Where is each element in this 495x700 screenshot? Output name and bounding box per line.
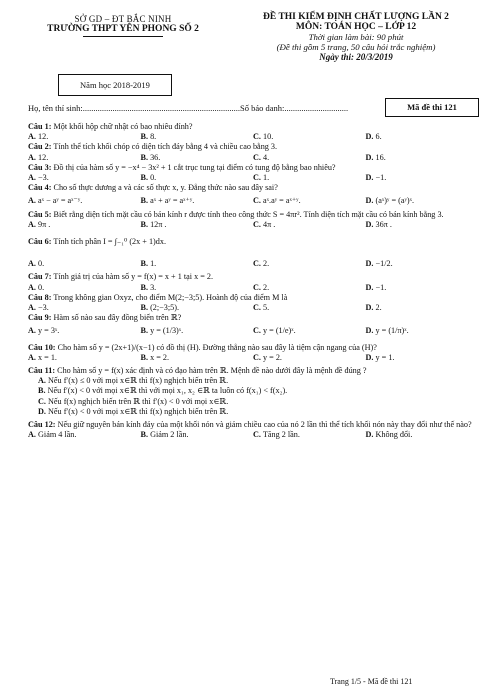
option-b[interactable]: B. aˣ + aʸ = aˣ⁺ʸ. <box>140 196 195 206</box>
answer-options <box>28 196 478 206</box>
question-text: Tính tích phân I = ∫₋₁⁰ (2x + 1)dx. <box>53 237 167 247</box>
option-b[interactable]: B. Giảm 2 lần. <box>140 430 189 440</box>
question-label: Câu 7: <box>28 272 52 282</box>
question-label: Câu 12: <box>28 420 56 430</box>
option-d[interactable]: D. Nếu f′(x) < 0 với mọi x∈ℝ thì f(x) nghịch biến trên ℝ. <box>38 406 229 416</box>
issuer-block <box>28 14 218 37</box>
answer-options <box>28 132 478 142</box>
option-b[interactable]: B. 0. <box>140 173 157 183</box>
option-c[interactable]: C. y = 2. <box>253 352 282 362</box>
answer-options <box>28 173 478 183</box>
page-footer: Trang 1/5 - Mã đề thi 121 <box>330 677 413 686</box>
subject: MÔN: TOÁN HỌC – LỚP 12 <box>295 22 417 32</box>
option-c[interactable]: C. 10. <box>253 132 274 142</box>
option-c[interactable]: C. y = (1/e)ˣ. <box>253 326 296 336</box>
option-b[interactable]: B. x = 2. <box>140 352 170 362</box>
question <box>28 122 478 132</box>
question-text: Cho hàm số y = f(x) xác định và có đạo hàm trên ℝ. Mệnh đề nào dưới đây là mệnh đề đúng ? <box>57 366 367 376</box>
option-d[interactable]: D. (aˣ)ʸ = (aʸ)ˣ. <box>365 196 415 206</box>
option-b[interactable]: B. 1. <box>140 259 157 269</box>
option-c[interactable]: C. 5. <box>253 303 270 313</box>
question-label: Câu 4: <box>28 183 52 193</box>
option-b[interactable]: B. y = (1/3)ˣ. <box>140 326 184 336</box>
school-name: TRƯỜNG THPT YÊN PHONG SỐ 2 <box>47 24 199 34</box>
option-d[interactable]: D. 16. <box>365 152 386 162</box>
option-d[interactable]: D. −1. <box>365 173 387 183</box>
question-text: Đồ thị của hàm số y = −x⁴ − 3x² + 1 cắt trục tung tại điểm có tung độ bằng bao nhiêu? <box>53 162 336 172</box>
option-c[interactable]: C. aˣ.aʸ = aˣ⁺ʸ. <box>253 196 301 206</box>
question <box>28 293 478 303</box>
question-label: Câu 1: <box>28 122 52 131</box>
question-label: Câu 2: <box>28 142 52 152</box>
option-b[interactable]: B. 3. <box>140 282 157 292</box>
option-c[interactable]: C. 4. <box>253 152 270 162</box>
answer-options <box>28 303 478 313</box>
option-c[interactable]: C. 1. <box>253 173 270 183</box>
question-label: Câu 10: <box>28 342 56 352</box>
question-text: Nếu giữ nguyên bán kính đáy của một khối nón và giảm chiều cao của nó 2 lần thì thể tích khối nón này thay đổi như thế nào? <box>57 420 472 430</box>
option-a[interactable]: A. −3. <box>28 173 49 183</box>
option-a[interactable]: A. aˣ − aʸ = aˣ⁻ʸ. <box>28 196 83 206</box>
question <box>28 183 478 193</box>
question <box>28 420 478 430</box>
option-d[interactable]: D. y = (1/π)ˣ. <box>365 326 409 336</box>
option-d[interactable]: D. −1/2. <box>365 259 393 269</box>
option-c[interactable]: C. 2. <box>253 259 270 269</box>
question <box>28 142 478 152</box>
question <box>28 237 478 247</box>
option-c[interactable]: C. 4π . <box>253 219 276 229</box>
answer-options <box>28 259 478 269</box>
question-text: Tính thể tích khối chóp có diện tích đáy bằng 4 và chiều cao bằng 3. <box>53 142 278 152</box>
option-a[interactable]: A. y = 3ˣ. <box>28 326 60 336</box>
question <box>28 272 478 282</box>
pages-note: (Đề thi gồm 5 trang, 50 câu hỏi trắc nghiệm) <box>276 42 436 52</box>
option-a[interactable]: A. 12. <box>28 132 49 142</box>
exam-code: Mã đề thi 121 <box>385 98 479 117</box>
question <box>28 366 478 376</box>
duration: Thời gian làm bài: 90 phút <box>308 32 404 42</box>
option-a[interactable]: A. Nếu f′(x) ≤ 0 với mọi x∈ℝ thì f(x) nghịch biến trên ℝ. <box>38 376 229 386</box>
option-b[interactable]: B. 12π . <box>140 219 167 229</box>
option-a[interactable]: A. 0. <box>28 282 45 292</box>
option-c[interactable]: C. Nếu f(x) nghịch biến trên ℝ thì f′(x) < 0 với mọi x∈ℝ. <box>38 396 229 406</box>
question-label: Câu 6: <box>28 237 52 247</box>
question-text: Hàm số nào sau đây đồng biến trên ℝ? <box>53 313 182 323</box>
answer-options <box>28 153 478 163</box>
answer-options <box>28 283 478 293</box>
candidate-name-line: Họ, tên thí sinh:..........................................................................Số báo danh:.............................. <box>28 103 349 113</box>
question <box>28 343 478 353</box>
question-text: Trong không gian Oxyz, cho điểm M(2;−3;5). Hoành độ của điểm M là <box>53 292 288 302</box>
option-a[interactable]: A. 9π . <box>28 219 51 229</box>
question-text: Một khối hộp chữ nhật có bao nhiêu đỉnh? <box>53 122 193 131</box>
option-d[interactable]: D. 36π . <box>365 219 392 229</box>
question-text: Cho số thực dương a và các số thực x, y. Đẳng thức nào sau đây sai? <box>53 183 278 193</box>
option-d[interactable]: D. y = 1. <box>365 352 395 362</box>
question-label: Câu 11: <box>28 366 56 376</box>
answer-options <box>28 353 478 363</box>
option-d[interactable]: D. −1. <box>365 282 387 292</box>
school-year: Năm học 2018-2019 <box>58 74 172 96</box>
option-a[interactable]: A. x = 1. <box>28 352 57 362</box>
question <box>28 313 478 323</box>
option-b[interactable]: B. (2;−3;5). <box>140 303 180 313</box>
option-d[interactable]: D. Không đổi. <box>365 430 413 440</box>
question <box>28 163 478 173</box>
exam-date: Ngày thi: 20/3/2019 <box>319 52 393 62</box>
questions <box>28 122 478 440</box>
question-label: Câu 8: <box>28 292 52 302</box>
question-text: Biết rằng diện tích mặt cầu có bán kính r được tính theo công thức S = 4πr². Tính diện tích mặt cầu có bán kính bằng 3. <box>53 209 444 219</box>
question-label: Câu 5: <box>28 209 52 219</box>
answer-options <box>28 220 478 230</box>
question-text: Tính giá trị của hàm số y = f(x) = x + 1 tại x = 2. <box>53 272 214 282</box>
question-label: Câu 3: <box>28 162 52 172</box>
department: SỞ GD – ĐT BẮC NINH <box>74 14 172 24</box>
option-a[interactable]: A. 12. <box>28 152 49 162</box>
exam-title-block <box>232 12 480 62</box>
option-d[interactable]: D. 6. <box>365 132 382 142</box>
option-c[interactable]: C. 2. <box>253 282 270 292</box>
question-label: Câu 9: <box>28 313 52 323</box>
option-b[interactable]: B. Nếu f′(x) < 0 với mọi x∈ℝ thì với mọi x₁, x₂ ∈ℝ ta luôn có f(x₁) < f(x₂). <box>38 386 288 396</box>
answer-options <box>28 376 478 417</box>
question-text: Cho hàm số y = (2x+1)/(x−1) có đồ thị (H). Đường thẳng nào sau đây là tiệm cận ngang của (H)? <box>57 342 377 352</box>
option-b[interactable]: B. 8. <box>140 132 157 142</box>
answer-options <box>28 326 478 336</box>
option-d[interactable]: D. 2. <box>365 303 382 313</box>
divider <box>83 36 163 37</box>
exam-title: ĐỀ THI KIỂM ĐỊNH CHẤT LƯỢNG LẦN 2 <box>263 12 449 22</box>
option-a[interactable]: A. 0. <box>28 259 45 269</box>
question <box>28 210 478 220</box>
answer-options <box>28 430 478 440</box>
option-c[interactable]: C. Tăng 2 lần. <box>253 430 300 440</box>
option-a[interactable]: A. −3. <box>28 303 49 313</box>
option-b[interactable]: B. 36. <box>140 152 161 162</box>
option-a[interactable]: A. Giảm 4 lần. <box>28 430 77 440</box>
